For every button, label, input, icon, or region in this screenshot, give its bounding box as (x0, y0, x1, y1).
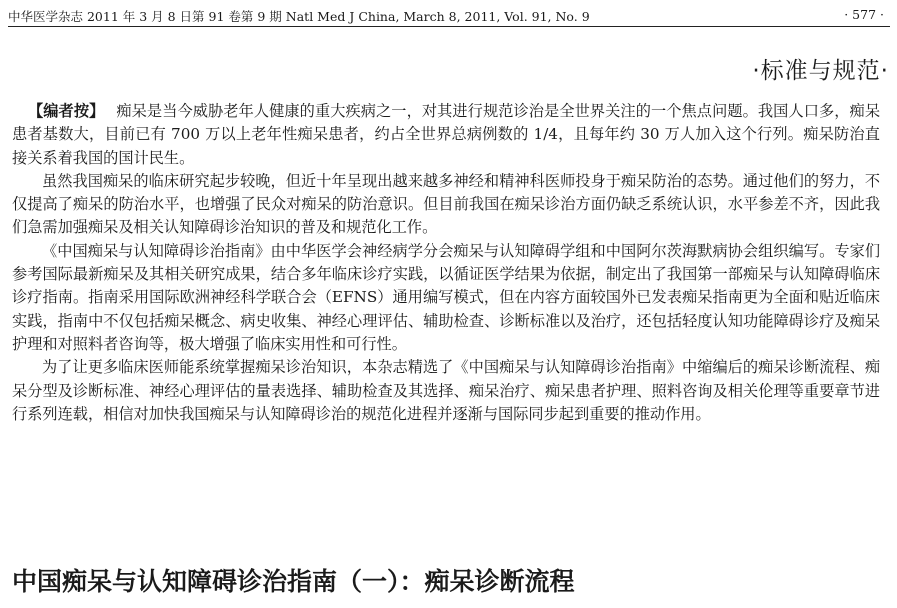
editor-note-paragraph-1 (12, 100, 880, 170)
page-number: · 577 · (844, 7, 884, 22)
editor-note-label: 【编者按】 (28, 102, 105, 120)
journal-citation: 中华医学杂志 2011 年 3 月 8 日第 91 卷第 9 期 Natl Med J China, March 8, 2011, Vol. 91, No. 9 (8, 9, 590, 24)
editor-note-paragraph-2: 虽然我国痴呆的临床研究起步较晚，但近十年呈现出越来越多神经和精神科医师投身于痴呆防治的态势。通过他们的努力，不仅提高了痴呆的防治水平，也增强了民众对痴呆的防治意识。但目前我国在痴呆诊治方面仍缺乏系统认识，水平参差不齐，因此我们急需加强痴呆及相关认知障碍诊治知识的普及和规范化工作。 (12, 171, 880, 237)
editor-note-paragraph-3: 《中国痴呆与认知障碍诊治指南》由中华医学会神经病学分会痴呆与认知障碍学组和中国阿尔茨海默病协会组织编写。专家们参考国际最新痴呆及其相关研究成果，结合多年临床诊疗实践，以循证医学结果为依据，制定出了我国第一部痴呆与认知障碍临床诊疗指南。指南采用国际欧洲神经科学联合会（EFNS）通用编写模式，但在内容方面较国外已发表痴呆指南更为全面和贴近临床实践，指南中不仅包括痴呆概念、病史收集、神经心理评估、辅助检查、诊断标准以及治疗，还包括轻度认知功能障碍诊疗及痴呆护理和对照料者咨询等，极大增强了临床实用性和可行性。 (12, 241, 880, 353)
editor-note-paragraph-4: 为了让更多临床医师能系统掌握痴呆诊治知识，本杂志精选了《中国痴呆与认知障碍诊治指南》中缩编后的痴呆诊断流程、痴呆分型及诊断标准、神经心理评估的量表选择、辅助检查及其选择、痴呆治疗、痴呆患者护理、照料咨询及相关伦理等重要章节进行系列连载，相信对加快我国痴呆与认知障碍诊治的规范化进程并逐渐与国际同步起到重要的推动作用。 (12, 358, 880, 423)
paragraph-text: 痴呆是当今威胁老年人健康的重大疾病之一，对其进行规范诊治是全世界关注的一个焦点问题。我国人口多，痴呆患者基数大，目前已有 700 万以上老年性痴呆患者，约占全世界总病例数的 1/4，且每年约 30 万人加入这个行列。痴呆防治直接关系着我国的国计民生。 (12, 102, 881, 167)
editor-note (12, 100, 880, 426)
running-header (8, 4, 890, 27)
article-title: 中国痴呆与认知障碍诊治指南（一）：痴呆诊断流程 (12, 567, 575, 596)
section-tag: ·标准与规范· (752, 58, 889, 84)
